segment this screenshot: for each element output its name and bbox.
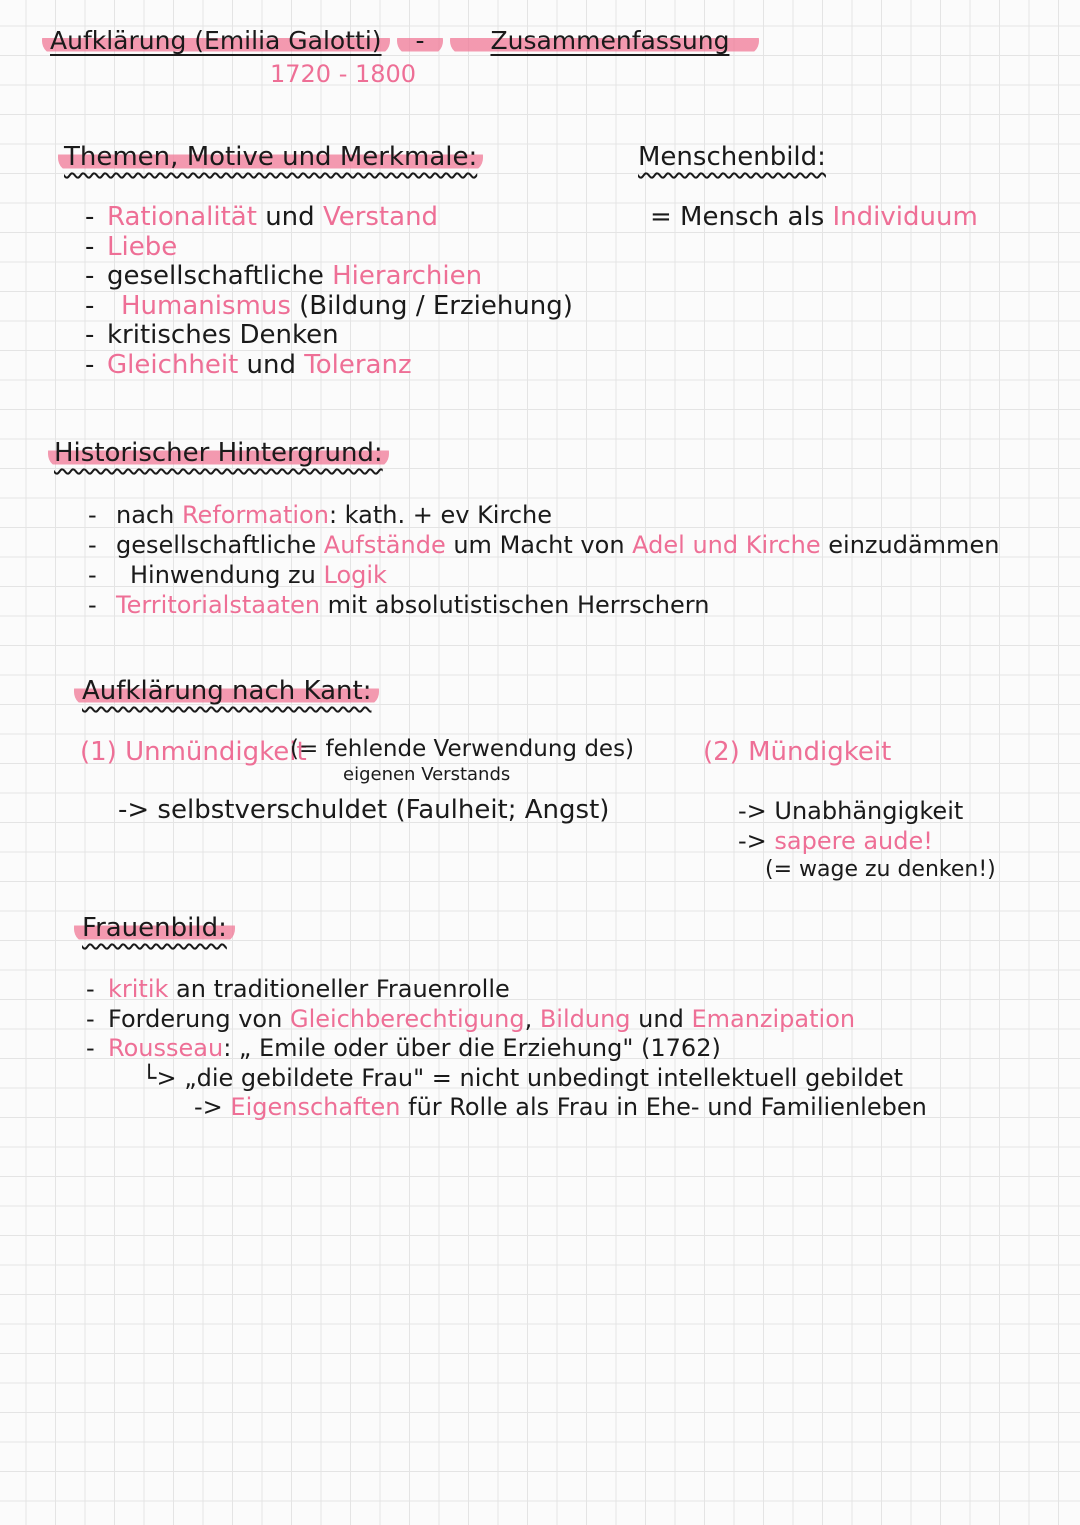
kant-heading: Aufklärung nach Kant:	[74, 676, 379, 706]
frauenbild-heading: Frauenbild:	[74, 913, 235, 943]
list-item: - Hinwendung zu Logik	[88, 561, 387, 589]
list-item: - Rousseau: „ Emile oder über die Erziehung" (1762)	[86, 1034, 721, 1062]
kant-right-arrow2: -> sapere aude!	[738, 827, 933, 855]
menschenbild-heading: Menschenbild:	[638, 142, 826, 172]
kant-left-arrow: -> selbstverschuldet (Faulheit; Angst)	[118, 795, 610, 825]
page-title	[42, 26, 759, 55]
frauenbild-list	[86, 975, 927, 1123]
kant-right-label: (2) Mündigkeit	[703, 737, 892, 767]
historisch-heading: Historischer Hintergrund:	[48, 438, 389, 468]
kant-right-note: (= wage zu denken!)	[765, 857, 996, 882]
list-item: └> „die gebildete Frau" = nicht unbedingt intellektuell gebildet	[142, 1063, 904, 1092]
themen-list	[85, 203, 573, 380]
themen-heading: Themen, Motive und Merkmale:	[58, 142, 483, 172]
list-item: - kritik an traditioneller Frauenrolle	[86, 975, 510, 1003]
menschenbild-text: = Mensch als Individuum	[650, 202, 978, 232]
list-item: -> Eigenschaften für Rolle als Frau in Ehe- und Familienleben	[194, 1093, 927, 1121]
title-main: Aufklärung (Emilia Galotti)	[42, 26, 390, 55]
title-years: 1720 - 1800	[270, 60, 417, 88]
kant-left-paren2: eigenen Verstands	[343, 764, 511, 785]
list-item: - Gleichheit und Toleranz	[85, 349, 412, 380]
title-sep: -	[397, 26, 442, 55]
kant-left-paren: (= fehlende Verwendung des)	[290, 736, 635, 762]
title-sub: Zusammenfassung	[450, 26, 759, 55]
list-item: - gesellschaftliche Aufstände um Macht von Adel und Kirche einzudämmen	[88, 531, 1000, 559]
list-item: - gesellschaftliche Hierarchien	[85, 261, 483, 291]
list-item: - Liebe	[85, 231, 178, 262]
list-item: - Humanismus (Bildung / Erziehung)	[85, 290, 573, 321]
list-item: - Territorialstaaten mit absolutistischen Herrschern	[88, 591, 710, 619]
kant-right-arrow1: -> Unabhängigkeit	[738, 797, 964, 825]
list-item: - Forderung von Gleichberechtigung, Bildung und Emanzipation	[86, 1004, 856, 1033]
list-item: - kritisches Denken	[85, 320, 339, 350]
kant-left-label: (1) Unmündigkeit	[80, 737, 307, 767]
list-item: - nach Reformation: kath. + ev Kirche	[88, 501, 552, 529]
list-item: - Rationalität und Verstand	[85, 202, 439, 232]
historisch-list	[88, 500, 999, 620]
